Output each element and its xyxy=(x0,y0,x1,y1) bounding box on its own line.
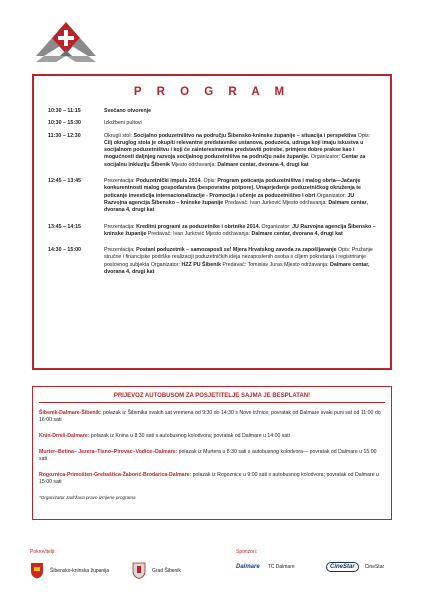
program-text: Prezentacija: xyxy=(104,178,137,185)
sponsor-cinestar xyxy=(326,562,384,572)
county-crest-icon xyxy=(30,562,44,579)
program-text: Prezentacija: xyxy=(104,247,137,254)
program-text: Opis: xyxy=(356,132,371,139)
event-logo xyxy=(30,16,102,62)
program-time: 10:30 – 15:30 xyxy=(48,120,81,127)
program-text-bold: Centar za socijalnu inkluziju Šibenik xyxy=(104,154,366,168)
program-time: 12:45 – 13:45 xyxy=(48,178,81,185)
program-text-bold: Program poticanja poduzetništva i malog obrta—Jačanje konkurentnosti malog gospodarstva (bespovratne potpore). Unaprjeđenje poduzetničkog okruženja te poticanje investicija internacionalizacije - Promocija i učenje za poduzetništvo i obrt xyxy=(104,178,361,199)
bus-transport-section xyxy=(32,386,392,520)
program-text: Predavač: Tomislav Juras Mjesto održavanja: xyxy=(220,261,331,268)
program-list xyxy=(48,108,376,276)
program-text: Organizator: xyxy=(309,154,342,161)
program-text: Organizator: xyxy=(315,192,348,199)
program-text: Prezentacija: xyxy=(104,223,137,230)
program-text-bold: Kreditni programi za poduzetnike i obrtnike 2014. xyxy=(136,223,261,230)
bus-route: Šibenik-Dalmare-Šibenik: xyxy=(39,410,102,416)
sponsor-cinestar-name: CineStar xyxy=(364,564,385,570)
program-item xyxy=(48,120,376,127)
program-description xyxy=(104,224,376,239)
program-item xyxy=(48,247,376,276)
patron-county xyxy=(30,562,109,579)
sponsor-dalmare xyxy=(236,564,295,570)
program-text-bold: Dalmare centar, dvorana 4, drugi kat xyxy=(104,199,368,214)
bus-title: PRIJEVOZ AUTOBUSOM ZA POSJETITELJE SAJMA JE BESPLATAN! xyxy=(39,391,385,403)
bus-lines xyxy=(39,410,385,486)
bus-note: *Organizator zadržava pravo izmjene programa xyxy=(39,495,136,500)
program-text-bold: Poduzetnički impuls 2014. xyxy=(136,178,203,185)
bus-line xyxy=(39,410,385,424)
bus-line xyxy=(39,449,385,463)
program-text-bold: JU Razvojna agencija Šibensko – kninske županije xyxy=(104,223,376,237)
program-text-bold: HZZ PU Šibenik xyxy=(181,261,221,268)
bus-schedule: polazak iz Murtera u 8:30 sati s autobusnog kolodvora— povratak od Dalmare u 15:00 sati xyxy=(39,449,377,462)
program-text-bold: JU Razvojna agencija Šibensko – kninske županije xyxy=(104,192,355,206)
sponsors-label: Sponzori: xyxy=(236,549,258,555)
city-crest-icon xyxy=(132,562,146,579)
program-time: 13:45 – 14:15 xyxy=(48,223,81,230)
program-text-bold: Dalmare centar, dvorana 4, drugi kat xyxy=(251,230,343,237)
bus-schedule: polazak iz Rogoznice u 9:00 sati s autobusnog kolodvora; povratak od Dalmare u 15:00 sati xyxy=(39,472,379,485)
program-section xyxy=(32,74,392,370)
patron-county-name: Šibensko-kninska županija xyxy=(50,567,110,574)
program-title: P R O G R A M xyxy=(133,86,291,98)
sponsor-dalmare-name: TC Dalmare xyxy=(267,564,295,570)
bus-line xyxy=(39,472,385,486)
program-text: Opis: xyxy=(202,178,218,185)
program-item xyxy=(48,178,376,214)
program-description xyxy=(104,120,376,127)
program-text: Predavač: Ivan Jurković Mjesto održavanja: xyxy=(146,230,252,237)
program-text: Opis: Pružanje stručne i financijske podrške realizaciji poduzetničkih ideja nezaposlenih osoba s ciljem pokretanja i registriranje poslovnog subjekta Organizator: xyxy=(104,247,373,268)
program-description xyxy=(104,178,376,214)
program-time: 10:30 – 11:15 xyxy=(48,108,81,114)
program-text: Organizator: xyxy=(260,223,293,230)
patrons-label: Pokrovitelji: xyxy=(30,549,56,555)
program-time: 14:30 – 15:00 xyxy=(48,247,81,254)
dalmare-logo: Dalmare xyxy=(236,564,260,570)
bus-route: Knin-Drniš-Dalmare: xyxy=(39,433,90,439)
bus-route: Murter–Betina– Jezera–Tisno–Pirovac–Vodice–Dalmare: xyxy=(39,449,178,455)
program-text: Izložbeni pultovi xyxy=(104,120,142,127)
program-text-bold: Dalmare centar, dvorana 4, drugi kat xyxy=(104,261,370,276)
bus-schedule: polazak iz Knina u 8:30 sati s autobusnog kolodvora; povratak od Dalmare u 14:00 sati xyxy=(89,433,290,439)
program-text-bold: Dalmare centar, dvorana 4, drugi kat xyxy=(217,161,309,168)
program-text: Mjesto održavanja: xyxy=(169,161,218,168)
program-item xyxy=(48,108,376,115)
program-time: 11:30 – 12:30 xyxy=(48,132,81,139)
program-description xyxy=(104,108,376,115)
program-text-bold: Cilj okruglog stola je okupiti relevantne predstavnike ustanova, poduzeća, udruga koji imaju iskustva u socijalnom poduzetništvu i koji će zainteresiranima predstaviti potrebe, primjere dobre prakse kao i mogućnosti daljnjeg razvoja socijalnog poduzetništva na području naše županije. xyxy=(104,139,364,161)
program-text: Predavač: Ivan Jurković Mjesto održavanja: xyxy=(223,199,329,206)
patron-city xyxy=(132,562,181,579)
cinestar-logo: CineStar xyxy=(326,562,359,572)
footer xyxy=(0,546,424,600)
program-description xyxy=(104,133,376,169)
program-item xyxy=(48,133,376,169)
program-text-bold: Socijalno poduzetništvo na području Šibensko-kninske županije – situacija i perspektiva xyxy=(133,132,357,139)
program-text-bold: Postani poduzetnik – samozaposli se! Mjera Hrvatskog zavoda za zapošljavanje xyxy=(136,247,337,254)
program-description xyxy=(104,247,376,276)
bus-schedule: polazak iz Šibenika svakih sat vremena od 9:30 do 14:30 s Nove tržnice; povratak od Dalmare svaki puni sat od 11:00 do 16:00 sati xyxy=(39,410,381,423)
program-item xyxy=(48,224,376,239)
program-text-bold: Svečano otvorenje xyxy=(104,108,152,114)
program-text: Okrugli stol: xyxy=(104,132,134,139)
patron-city-name: Grad Šibenik xyxy=(152,567,181,574)
bus-route: Rogoznica-Primošten-Grebaštica-Žaborić-Brodarica-Dalmare: xyxy=(39,472,192,478)
bus-line xyxy=(39,433,385,440)
